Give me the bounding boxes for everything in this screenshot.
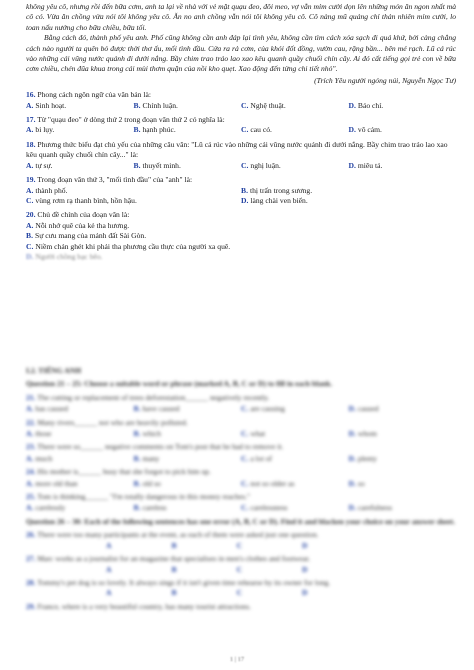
- option-letter: A.: [26, 125, 34, 135]
- option-c[interactable]: [241, 404, 349, 414]
- question-stem: Chủ đề chính của đoạn văn là:: [37, 210, 130, 220]
- question-number: 28.: [26, 577, 36, 587]
- option-c[interactable]: [241, 454, 349, 464]
- question-number: 23.: [26, 442, 36, 452]
- error-mark: D: [302, 540, 308, 550]
- question-25: [26, 492, 456, 514]
- option-d[interactable]: [349, 454, 457, 464]
- option-text: many: [142, 453, 160, 463]
- error-mark: C: [236, 540, 243, 550]
- question-stem: Tom is thinking______ "I'm totally dangerous in this money reaches.": [37, 492, 251, 502]
- question-stem: Many rivers______ not who are heavily polluted.: [37, 417, 188, 427]
- option-letter: C.: [26, 241, 34, 251]
- option-letter: B.: [133, 429, 141, 439]
- option-text: a lot of: [250, 453, 272, 463]
- option-a[interactable]: [26, 186, 241, 196]
- question-number: 24.: [26, 467, 36, 477]
- option-text: cau có.: [250, 125, 272, 135]
- option-text: Chính luận.: [142, 100, 178, 110]
- option-letter: C.: [241, 429, 249, 439]
- section-instruction: Question 26 – 30: Each of the following sentences has one error (A, B, C or D). Find it and blacken your choice on your answer sheet.: [26, 516, 456, 526]
- question-number: 21.: [26, 392, 36, 402]
- question-number: 25.: [26, 492, 36, 502]
- option-text: Sinh hoạt.: [35, 100, 67, 110]
- option-a[interactable]: [26, 503, 134, 513]
- option-d[interactable]: [349, 101, 457, 111]
- option-text: tự sự.: [35, 160, 53, 170]
- option-a[interactable]: [26, 221, 456, 231]
- question-16: [26, 90, 456, 111]
- option-text: careless: [142, 503, 167, 513]
- option-text: old so: [142, 478, 161, 488]
- passage: [26, 2, 456, 86]
- answer-options: [26, 125, 456, 135]
- option-letter: B.: [133, 503, 141, 513]
- option-text: Người chồng bạc bẽo.: [35, 251, 103, 261]
- option-d[interactable]: [26, 252, 456, 262]
- option-text: what: [250, 429, 266, 439]
- option-letter: B.: [26, 231, 33, 241]
- answer-options: [26, 186, 456, 196]
- passage-paragraph: không yêu cô, nhưng rồi đến bữa cơm, anh ta lại về nhà với vẻ mặt quạu đeo, đôi meo, vợ vẫn mỉm cười dọn lên những món ăn ngon nhất mà cô có. Vừa ăn chồng vừa nói tôi không yêu cô. Ăn no anh chồng vẫn nói tôi không yêu cô. Cô nàng mũ quảng chỉ thản nhiên mỉm cười, lo toan nấu nướng cho bữa chiều, bữa tối.: [26, 2, 456, 32]
- option-letter: C.: [241, 160, 249, 170]
- option-text: those: [35, 429, 52, 439]
- question-27: [26, 554, 456, 575]
- option-letter: D.: [348, 429, 356, 439]
- option-a[interactable]: [26, 479, 134, 489]
- option-a[interactable]: [26, 101, 134, 111]
- option-letter: A.: [26, 185, 34, 195]
- option-letter: C.: [241, 503, 249, 513]
- question-stem: Phương thức biểu đạt chủ yếu của những câu văn: "Lũ cá rúc vào những cái vũng nước quánh đi dưới nắng. Bầy chim trao tráo lao xao kêu quanh quầy chuối chín cây..." là:: [26, 139, 448, 160]
- option-b[interactable]: [134, 479, 242, 489]
- error-mark: A: [106, 540, 112, 550]
- option-text: which: [142, 429, 162, 439]
- option-d[interactable]: [349, 404, 457, 414]
- question-number: 17.: [26, 115, 36, 125]
- question-24: [26, 467, 456, 489]
- option-text: more old than: [35, 478, 78, 488]
- question-number: 26.: [26, 530, 36, 540]
- option-letter: A.: [26, 453, 34, 463]
- question-20: [26, 210, 456, 262]
- question-stem: Từ "quạu đeo" ở dòng thứ 2 trong đoạn văn thứ 2 có nghĩa là:: [37, 115, 225, 125]
- option-text: so: [357, 478, 365, 488]
- error-mark: D: [302, 564, 308, 574]
- option-text: Báo chí.: [357, 100, 384, 110]
- question-17: [26, 115, 456, 136]
- option-d[interactable]: [349, 503, 457, 513]
- option-text: hạnh phúc.: [142, 125, 176, 135]
- option-letter: B.: [133, 125, 141, 135]
- option-text: làng chài ven biển.: [250, 195, 308, 205]
- blurred-english-section: [0, 360, 474, 612]
- option-b[interactable]: [241, 186, 456, 196]
- question-number: 22.: [26, 417, 36, 427]
- option-c[interactable]: [241, 429, 349, 439]
- error-mark: B: [171, 564, 177, 574]
- option-text: has caused: [35, 404, 69, 414]
- question-26: [26, 530, 456, 551]
- option-text: not so older as: [250, 478, 295, 488]
- page-footer: 1 | 17: [229, 656, 245, 663]
- option-text: thị trấn trong sương.: [249, 185, 313, 195]
- option-letter: B.: [133, 100, 141, 110]
- option-letter: A.: [26, 100, 34, 110]
- option-d[interactable]: [349, 479, 457, 489]
- option-a[interactable]: [26, 125, 134, 135]
- question-number: 16.: [26, 90, 36, 100]
- option-letter: A.: [26, 160, 34, 170]
- option-c[interactable]: [241, 479, 349, 489]
- passage-paragraph: Bằng cách đó, thành phố yêu anh. Phố cũng không cần anh đáp lại tình yêu, không cần tìm cách xóa sạch đi quá khứ, bởi càng chẳng cách nào người ta quên bỏ được thời thơ ấu, mối tình đầu. Cứa ra rả cơm, của khói đốt đồng, vườn cau, rặng bần... bên mé rạch. Lũ cá rúc vào những cái vũng nước quánh đi dưới nắng. Bầy chim trao tráo lao xao kêu quanh quầy chuối chín cây. Ai đó cất tiếng gọi trẻ con về bữa cơm chiều, chén đũa khua trong cái mùi thơm quặn của nồi kho quẹt. Xao động đến từng chi tiết nhỏ".: [26, 33, 456, 74]
- option-d[interactable]: [349, 161, 457, 171]
- option-text: carelessness: [250, 503, 288, 513]
- answer-options: [26, 221, 456, 263]
- option-a[interactable]: [26, 161, 134, 171]
- question-number: 19.: [26, 175, 36, 185]
- option-letter: D.: [348, 404, 356, 414]
- question-stem: Phong cách ngôn ngữ của văn bản là:: [37, 90, 151, 100]
- question-23: [26, 442, 456, 464]
- option-a[interactable]: [26, 429, 134, 439]
- error-mark: B: [171, 588, 177, 598]
- option-letter: C.: [241, 404, 249, 414]
- error-mark: A: [106, 564, 112, 574]
- option-letter: D.: [348, 453, 356, 463]
- option-letter: D.: [348, 125, 356, 135]
- question-18: [26, 140, 456, 171]
- option-letter: B.: [133, 404, 141, 414]
- option-letter: B.: [133, 478, 141, 488]
- option-text: Niềm chán ghét khi phải tha phương cầu thực của người xa quê.: [35, 241, 231, 251]
- option-letter: A.: [26, 220, 34, 230]
- option-text: plenty: [357, 453, 377, 463]
- option-text: miêu tả.: [357, 160, 383, 170]
- option-text: nghị luận.: [250, 160, 281, 170]
- section-instruction: Question 21 – 25: Choose a suitable word or phrase (marked A, B, C or D) to fill in each blank.: [26, 379, 333, 389]
- option-text: carelessly: [35, 503, 66, 513]
- question-21: [26, 393, 456, 415]
- option-d[interactable]: [349, 429, 457, 439]
- option-text: vùng rơm rạ thanh bình, hồn hậu.: [35, 195, 137, 205]
- question-29: [26, 602, 456, 612]
- option-c[interactable]: [26, 242, 456, 252]
- option-letter: A.: [26, 503, 34, 513]
- question-stem: Marc works as a journalist for an magazine that specialises in men's clothes and footwear.: [37, 554, 311, 564]
- option-text: have caused: [142, 404, 180, 414]
- option-letter: D.: [348, 478, 356, 488]
- option-c[interactable]: [241, 503, 349, 513]
- error-mark: C: [236, 588, 243, 598]
- question-stem: His mother is______ busy that she forgot to pick him up.: [37, 467, 211, 477]
- reading-section: [0, 0, 474, 262]
- option-b[interactable]: [134, 503, 242, 513]
- question-22: [26, 418, 456, 440]
- question-19: [26, 175, 456, 206]
- option-text: Sự cưu mang của mảnh đất Sài Gòn.: [34, 231, 147, 241]
- question-stem: The cutting or replacement of trees deforestation______ negatively recently.: [37, 392, 270, 402]
- option-b[interactable]: [26, 231, 456, 241]
- option-letter: A.: [26, 478, 34, 488]
- question-number: 29.: [26, 601, 36, 611]
- option-c[interactable]: [241, 101, 349, 111]
- option-d[interactable]: [349, 125, 457, 135]
- option-letter: D.: [241, 195, 249, 205]
- option-b[interactable]: [134, 454, 242, 464]
- option-letter: B.: [133, 453, 141, 463]
- option-b[interactable]: [134, 125, 242, 135]
- option-text: vô cảm.: [357, 125, 382, 135]
- option-letter: C.: [26, 195, 34, 205]
- question-stem: Trong đoạn văn thứ 3, "mối tình đầu" của "anh" là:: [37, 175, 193, 185]
- option-letter: D.: [348, 160, 356, 170]
- option-letter: C.: [241, 453, 249, 463]
- option-letter: A.: [26, 404, 34, 414]
- option-letter: B.: [241, 185, 248, 195]
- option-c[interactable]: [241, 125, 349, 135]
- question-stem: There were so______ negative comments on Tom's post that he had to remove it.: [37, 442, 284, 452]
- option-b[interactable]: [134, 101, 242, 111]
- option-c[interactable]: [241, 161, 349, 171]
- question-number: 20.: [26, 210, 36, 220]
- question-number: 27.: [26, 554, 36, 564]
- question-stem: France, where is a very beautiful country, has many tourist attractions.: [37, 601, 251, 611]
- option-b[interactable]: [134, 161, 242, 171]
- option-text: Nỗi nhớ quê của kẻ tha hương.: [35, 220, 130, 230]
- answer-options: [26, 196, 456, 206]
- option-text: thành phố.: [35, 185, 68, 195]
- option-text: thuyết minh.: [142, 160, 181, 170]
- error-mark: B: [171, 540, 177, 550]
- option-text: whom: [357, 429, 377, 439]
- answer-options: [26, 161, 456, 171]
- option-b[interactable]: [134, 404, 242, 414]
- option-text: Nghệ thuật.: [250, 100, 286, 110]
- error-mark: D: [302, 588, 308, 598]
- option-letter: D.: [348, 100, 356, 110]
- option-letter: C.: [241, 100, 249, 110]
- option-text: are causing: [250, 404, 285, 414]
- option-a[interactable]: [26, 454, 134, 464]
- option-text: much: [35, 453, 53, 463]
- question-number: 18.: [26, 139, 36, 149]
- option-d[interactable]: [241, 196, 456, 206]
- option-letter: C.: [241, 478, 249, 488]
- option-b[interactable]: [134, 429, 242, 439]
- question-28: [26, 578, 456, 599]
- option-letter: A.: [26, 429, 34, 439]
- option-letter: D.: [348, 503, 356, 513]
- answer-options: [26, 101, 456, 111]
- option-text: carefulness: [357, 503, 393, 513]
- question-stem: There were too many participants at the event, as each of them were asked just one question.: [37, 530, 319, 540]
- option-letter: D.: [26, 251, 34, 261]
- error-mark: C: [236, 564, 243, 574]
- option-text: bi lụy.: [35, 125, 55, 135]
- question-stem: Tommy's pet dog is so lovely. It always sings if it isn't given time rehearse by its owner for long.: [37, 577, 331, 587]
- option-c[interactable]: [26, 196, 241, 206]
- option-letter: B.: [133, 160, 141, 170]
- section-title: I.2. TIẾNG ANH: [26, 366, 82, 375]
- option-text: caused: [357, 404, 379, 414]
- option-letter: C.: [241, 125, 249, 135]
- error-mark: A: [106, 588, 112, 598]
- option-a[interactable]: [26, 404, 134, 414]
- passage-source: (Trích Yêu người ngóng núi, Nguyễn Ngọc Tư): [314, 75, 456, 85]
